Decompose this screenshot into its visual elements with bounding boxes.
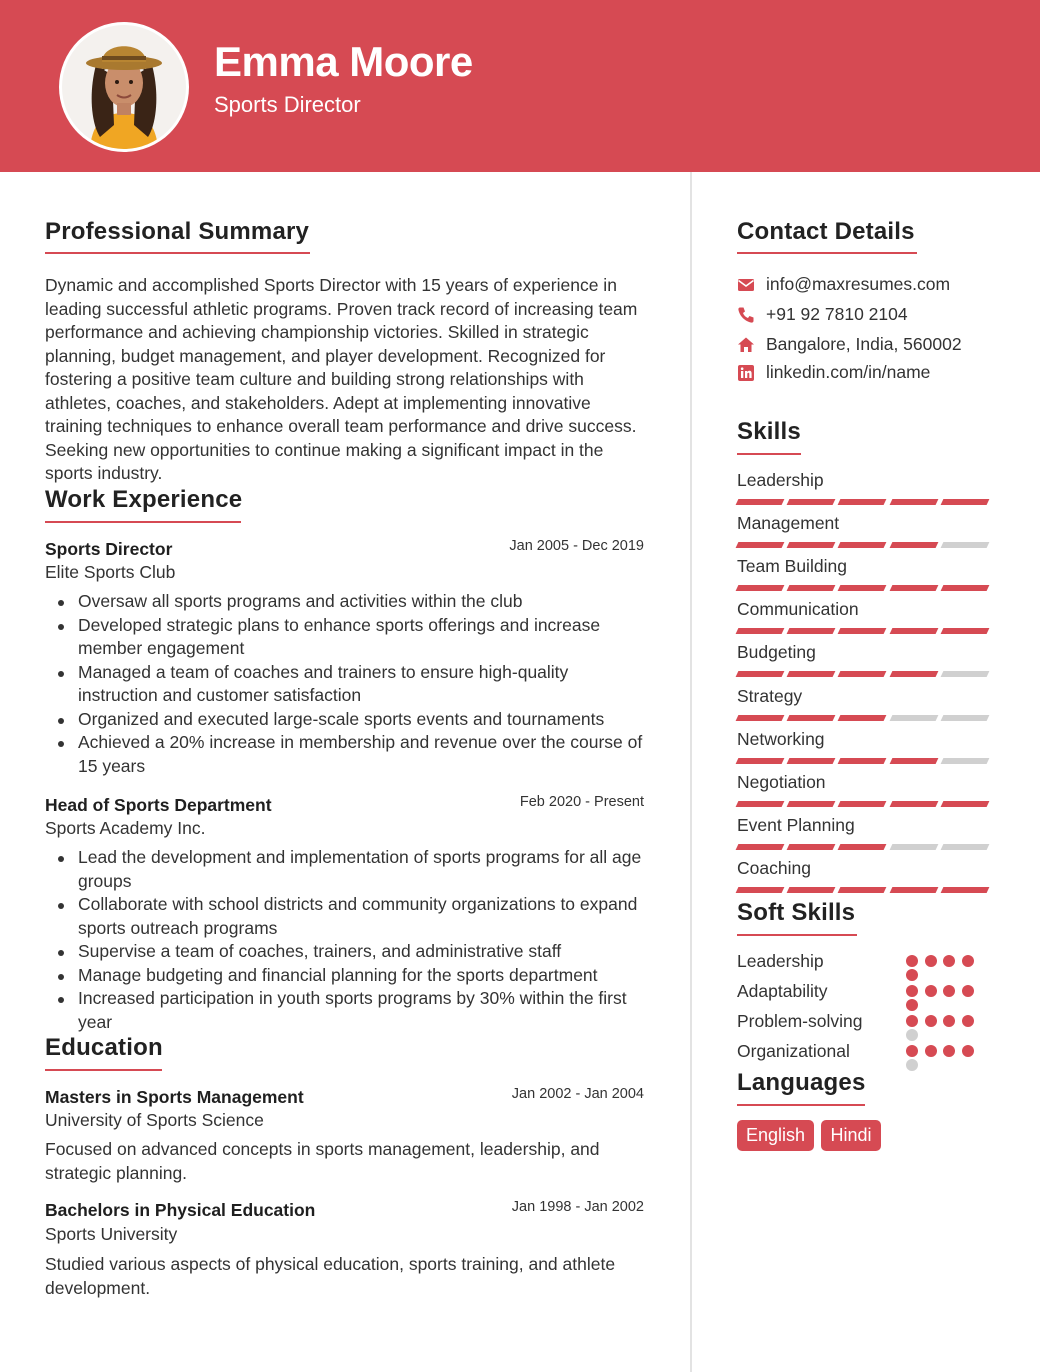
skill-segment-filled (889, 671, 938, 677)
list-item: Supervise a team of coaches, trainers, and administrative staff (46, 940, 646, 964)
rating-dot-filled (943, 1015, 955, 1027)
skill-rating-bar (737, 758, 993, 764)
skill-segment-empty (889, 844, 938, 850)
skill-segment-filled (736, 671, 785, 677)
skill-segment-filled (838, 887, 887, 893)
skill-segment-filled (940, 801, 989, 807)
contact-email[interactable] (737, 274, 950, 295)
skill-segment-empty (940, 671, 989, 677)
rating-dot-filled (906, 955, 918, 967)
skill-segment-filled (838, 801, 887, 807)
rating-dot-filled (906, 985, 918, 997)
skill-segment-filled (889, 542, 938, 548)
list-item: Increased participation in youth sports programs by 30% within the first year (46, 987, 646, 1034)
skill-segment-filled (838, 758, 887, 764)
skill-rating-bar (737, 585, 993, 591)
job-company: Elite Sports Club (45, 562, 176, 582)
rating-dot-filled (943, 985, 955, 997)
skill-segment-filled (787, 801, 836, 807)
skill-rating-bar (737, 801, 993, 807)
skill-segment-filled (838, 499, 887, 505)
skill-segment-filled (736, 715, 785, 721)
skill-segment-empty (940, 542, 989, 548)
skill-segment-filled (736, 844, 785, 850)
experience-heading-underline (45, 521, 241, 523)
skill-segment-filled (838, 671, 887, 677)
skill-name: Leadership (737, 470, 824, 490)
rating-dot-filled (962, 1015, 974, 1027)
rating-dot-filled (943, 955, 955, 967)
list-item: Managed a team of coaches and trainers to ensure high-quality instruction and customer satisfaction (46, 661, 646, 708)
skill-rating-bar (737, 542, 993, 548)
soft-skills-heading-underline (737, 934, 857, 936)
list-item: Achieved a 20% increase in membership and revenue over the course of 15 years (46, 731, 646, 778)
skill-name: Communication (737, 599, 859, 619)
skill-segment-filled (787, 585, 836, 591)
skill-segment-filled (838, 542, 887, 548)
contact-phone[interactable] (737, 304, 908, 325)
job-date: Feb 2020 - Present (519, 794, 644, 810)
skill-segment-filled (889, 628, 938, 634)
skill-segment-filled (736, 499, 785, 505)
email-icon (737, 276, 755, 294)
skill-segment-filled (787, 499, 836, 505)
job-title: Sports Director (45, 539, 173, 559)
skill-segment-filled (940, 887, 989, 893)
languages-heading-underline (737, 1104, 865, 1106)
phone-text: +91 92 7810 2104 (766, 304, 908, 324)
rating-dot-empty (906, 1059, 918, 1071)
education-heading-underline (45, 1069, 162, 1071)
degree-date: Jan 1998 - Jan 2002 (511, 1199, 644, 1215)
rating-dot-filled (962, 985, 974, 997)
address-text: Bangalore, India, 560002 (766, 334, 962, 354)
skill-segment-filled (736, 801, 785, 807)
skill-segment-filled (787, 671, 836, 677)
skill-name: Negotiation (737, 772, 826, 792)
job-title: Head of Sports Department (45, 795, 272, 815)
skill-segment-filled (838, 715, 887, 721)
soft-skill-name: Leadership (737, 951, 824, 971)
contact-linkedin[interactable] (737, 362, 930, 383)
skill-rating-bar (737, 715, 993, 721)
skill-segment-filled (838, 585, 887, 591)
rating-dot-filled (943, 1045, 955, 1057)
skill-rating-bar (737, 844, 993, 850)
school-name: University of Sports Science (45, 1110, 264, 1130)
list-item: Developed strategic plans to enhance sports offerings and increase member engagement (46, 614, 646, 661)
skill-segment-filled (889, 758, 938, 764)
skill-segment-filled (787, 844, 836, 850)
languages-heading: Languages (737, 1069, 866, 1096)
skill-segment-filled (736, 585, 785, 591)
list-item: Collaborate with school districts and community organizations to expand sports outreach programs (46, 893, 646, 940)
skill-segment-filled (736, 758, 785, 764)
degree-title: Masters in Sports Management (45, 1087, 304, 1107)
profile-photo (62, 25, 186, 149)
rating-dot-filled (906, 969, 918, 981)
skill-name: Coaching (737, 858, 811, 878)
job-date: Jan 2005 - Dec 2019 (509, 538, 644, 554)
language-badge: English (737, 1120, 814, 1151)
skill-segment-filled (787, 758, 836, 764)
list-item: Oversaw all sports programs and activities within the club (46, 590, 646, 614)
job-company: Sports Academy Inc. (45, 818, 206, 838)
skill-segment-filled (940, 499, 989, 505)
skill-name: Strategy (737, 686, 803, 706)
rating-dot-filled (925, 1045, 937, 1057)
rating-dot-filled (925, 955, 937, 967)
skill-name: Budgeting (737, 642, 816, 662)
skills-heading-underline (737, 453, 801, 455)
linkedin-text: linkedin.com/in/name (766, 362, 931, 382)
skill-rating-bar (737, 671, 993, 677)
skill-segment-filled (736, 628, 785, 634)
skill-segment-filled (889, 887, 938, 893)
skill-segment-empty (940, 844, 989, 850)
experience-heading: Work Experience (45, 486, 243, 513)
skill-segment-filled (940, 628, 989, 634)
list-item: Manage budgeting and financial planning for the sports department (46, 964, 646, 988)
rating-dot-filled (925, 1015, 937, 1027)
contact-address (737, 334, 962, 355)
skill-segment-filled (787, 628, 836, 634)
rating-dot-empty (906, 1029, 918, 1041)
skill-segment-filled (889, 499, 938, 505)
summary-heading: Professional Summary (45, 218, 310, 245)
rating-dot-filled (925, 985, 937, 997)
skill-segment-empty (889, 715, 938, 721)
list-item: Lead the development and implementation of sports programs for all age groups (46, 846, 646, 893)
soft-skill-name: Organizational (737, 1041, 850, 1061)
degree-title: Bachelors in Physical Education (45, 1200, 316, 1220)
rating-dot-filled (962, 955, 974, 967)
contact-heading-underline (737, 252, 917, 254)
rating-dot-filled (906, 1045, 918, 1057)
skill-rating-bar (737, 499, 993, 505)
soft-skills-heading: Soft Skills (737, 899, 856, 926)
job-responsibilities (46, 590, 646, 778)
school-name: Sports University (45, 1224, 178, 1244)
header-banner (0, 0, 1040, 172)
home-icon (737, 336, 755, 354)
skill-segment-filled (889, 801, 938, 807)
candidate-title: Sports Director (214, 92, 361, 117)
degree-description: Focused on advanced concepts in sports management, leadership, and strategic planning. (45, 1139, 600, 1183)
skill-segment-filled (838, 628, 887, 634)
skill-segment-filled (889, 585, 938, 591)
soft-skill-name: Problem-solving (737, 1011, 863, 1031)
skill-segment-filled (736, 887, 785, 893)
email-text: info@maxresumes.com (766, 274, 951, 294)
summary-text: Dynamic and accomplished Sports Director with 15 years of experience in leading successful athletic programs. Proven track record of increasing team performance and achieving championship victories. Skilled in strategic planning, budget management, and player development. Recognized for fostering a positive team culture and building strong relationships with athletes, coaches, and stakeholders. Adept at implementing innovative training techniques to enhance overall team performance and drive success. Seeking new opportunities to continue making a significant impact in the sports industry. (45, 275, 638, 483)
avatar (59, 22, 189, 152)
skill-rating-bar (737, 887, 993, 893)
skill-segment-filled (787, 715, 836, 721)
list-item: Organized and executed large-scale sports events and tournaments (46, 708, 646, 732)
skill-name: Management (737, 513, 840, 533)
column-divider (690, 172, 692, 1372)
skill-rating-bar (737, 628, 993, 634)
rating-dot-filled (906, 999, 918, 1011)
skill-segment-filled (940, 585, 989, 591)
phone-icon (737, 306, 755, 324)
summary-heading-underline (45, 252, 310, 254)
rating-dot-filled (962, 1045, 974, 1057)
skill-segment-filled (838, 844, 887, 850)
language-badge: Hindi (821, 1120, 881, 1151)
job-responsibilities (46, 846, 646, 1034)
linkedin-icon (737, 364, 755, 382)
contact-heading: Contact Details (737, 218, 915, 245)
skills-heading: Skills (737, 418, 801, 445)
skill-name: Event Planning (737, 815, 855, 835)
skill-segment-filled (736, 542, 785, 548)
skill-segment-empty (940, 758, 989, 764)
candidate-name: Emma Moore (214, 38, 473, 85)
skill-name: Networking (737, 729, 825, 749)
rating-dot-filled (906, 1015, 918, 1027)
skill-segment-filled (787, 542, 836, 548)
skill-segment-filled (787, 887, 836, 893)
degree-date: Jan 2002 - Jan 2004 (511, 1086, 644, 1102)
skill-name: Team Building (737, 556, 847, 576)
degree-description: Studied various aspects of physical education, sports training, and athlete development. (45, 1254, 616, 1298)
soft-skill-name: Adaptability (737, 981, 828, 1001)
education-heading: Education (45, 1034, 163, 1061)
skill-segment-empty (940, 715, 989, 721)
